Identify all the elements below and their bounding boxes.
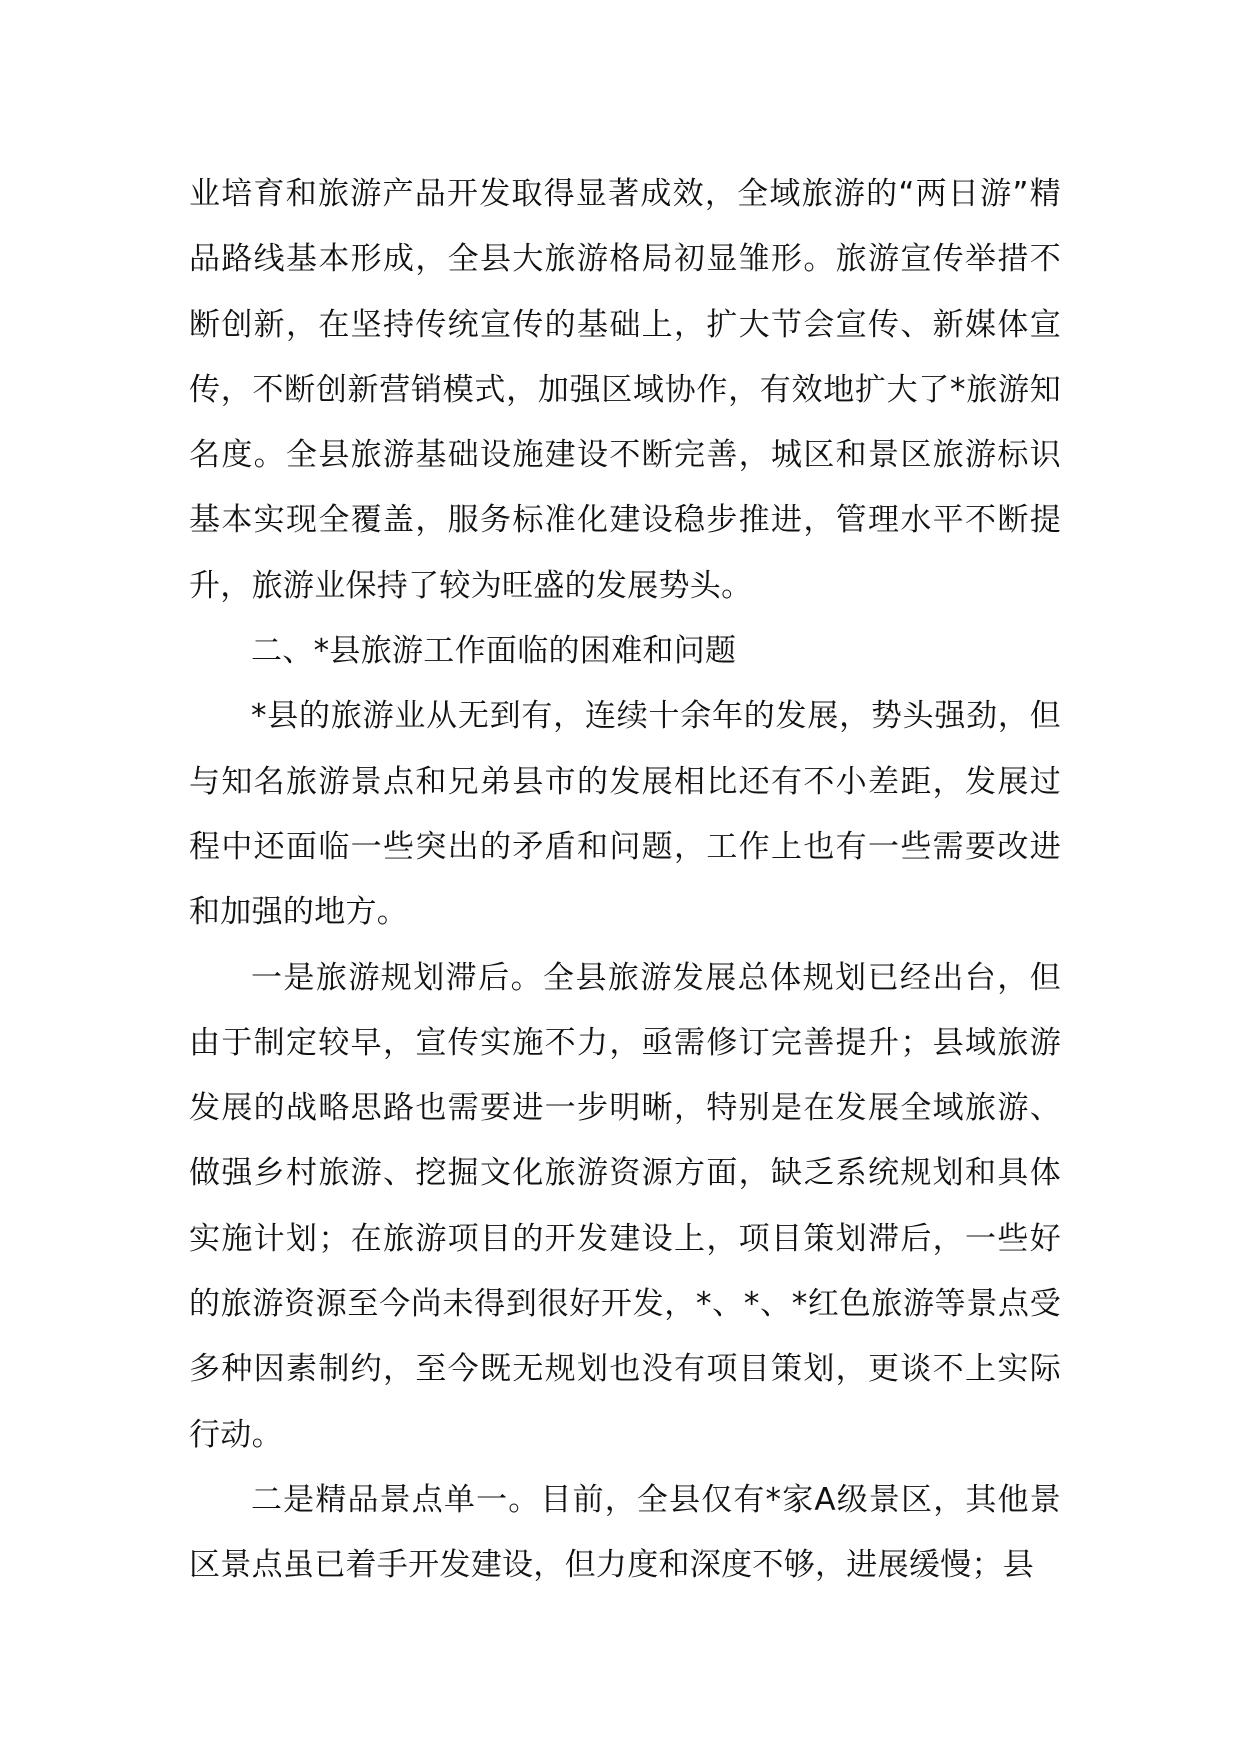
paragraph-planning-lag: 一是旅游规划滞后。全县旅游发展总体规划已经出台，但由于制定较早，宣传实施不力，亟需修订完善提升；县域旅游发展的战略思路也需要进一步明晰，特别是在发展全域旅游、做强乡村旅游、挖掘文化旅游资源方面，缺乏系统规划和具体实施计划；在旅游项目的开发建设上，项目策划滞后，一些好的旅游资源至今尚未得到很好开发，*、*、*红色旅游等景点受多种因素制约，至今既无规划也没有项目策划，更谈不上实际行动。 [189, 959, 1061, 1453]
paragraph-development-gap: *县的旅游业从无到有，连续十余年的发展，势头强劲，但与知名旅游景点和兄弟县市的发展相比还有不小差距，发展过程中还面临一些突出的矛盾和问题，工作上也有一些需要改进和加强的地方。 [189, 698, 1061, 931]
document-body [189, 162, 1061, 1599]
paragraph-tourism-achievements: 业培育和旅游产品开发取得显著成效，全域旅游的“两日游”精品路线基本形成，全县大旅游格局初显雏形。旅游宣传举措不断创新，在坚持传统宣传的基础上，扩大节会宣传、新媒体宣传，不断创新营销模式，加强区域协作，有效地扩大了*旅游知名度。全县旅游基础设施建设不断完善，城区和景区旅游标识基本实现全覆盖，服务标准化建设稳步推进，管理水平不断提升，旅游业保持了较为旺盛的发展势头。 [189, 176, 1061, 604]
section-heading-difficulties: 二、*县旅游工作面临的困难和问题 [251, 633, 737, 670]
paragraph-single-attractions: 二是精品景点单一。目前，全县仅有*家A级景区，其他景区景点虽已着手开发建设，但力度和深度不够，进展缓慢；县 [189, 1481, 1061, 1584]
